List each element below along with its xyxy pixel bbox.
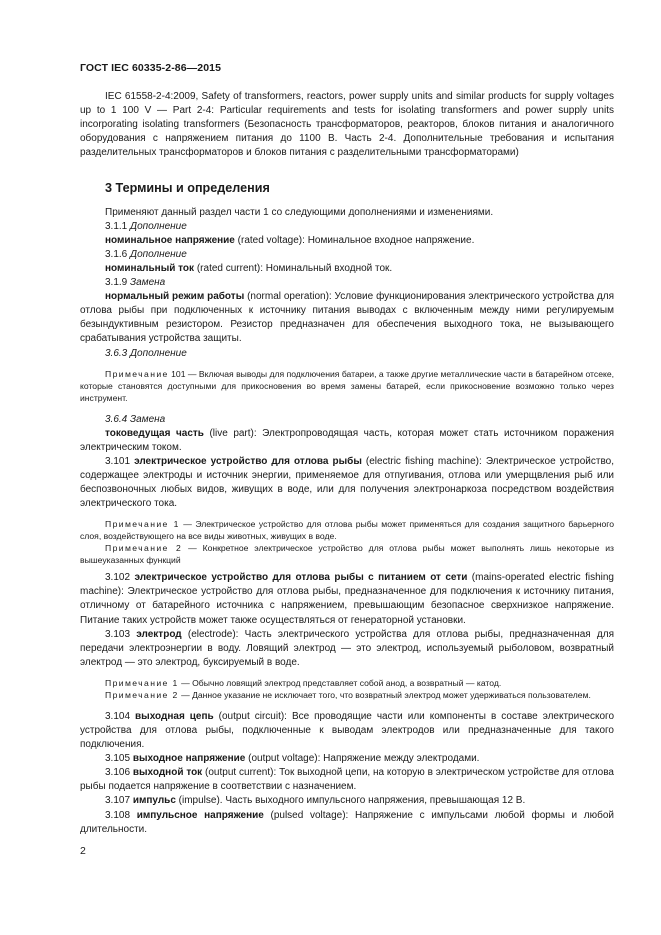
definition-3-103: 3.103 электрод (electrode): Часть электрического устройства для отлова рыбы, предназначенная для передачи электроэнергии в воду. Ловящий электрод — это электрод, используемый рыболовом, возвратный электрод — это электрод, буксируемый в воде. <box>80 628 614 668</box>
definition-rated-current: номинальный ток (rated current): Номинальный входной ток. <box>105 262 393 274</box>
definition-3-107: 3.107 импульс (impulse). Часть выходного импульсного напряжения, превышающая 12 В. <box>105 795 526 807</box>
page-number: 2 <box>80 845 86 857</box>
section-intro: Применяют данный раздел части 1 со следующими дополнениями и изменениями. <box>105 206 494 218</box>
definition-normal-operation: нормальный режим работы (normal operation): Условие функционирования электрического устройства для отлова рыбы при подключенных к источнику питания выводах с включенным между ними регулируемым безындуктивным резистором. Резистор предназначен для обеспечения выходного тока, не вызывающего срабатывания устройства защиты. <box>80 291 614 345</box>
definition-rated-voltage: номинальное напряжение (rated voltage): Номинальное входное напряжение. <box>105 234 475 246</box>
clause-3-6-4-label: 3.6.4 Замена <box>105 413 166 425</box>
reference-iec61558: IEC 61558-2-4:2009, Safety of transformers, reactors, power supply units and similar products for supply voltages up to 1 100 V — Part 2-4: Particular requirements and tests for isolating transformers and power supply units incorporating isolating transformers (Безопасность трансформаторов, реакторов, блоков питания и аналогичного оборудования с напряжением питания до 1100 В. Часть 2-4. Дополнительные требования и испытания разделительных трансформаторов и блоков питания с разделительными трансформаторами) <box>80 91 614 159</box>
definition-3-104: 3.104 выходная цепь (output circuit): Все проводящие части или компоненты в составе электрического устройства для отлова рыбы, подключенные к выводам электродов или предназначенные для такого подключения. <box>80 710 615 751</box>
clause-3-1-6-label: 3.1.6 Дополнение <box>105 248 187 260</box>
note-3-103-2: Примечание 2 — Данное указание не исключает того, что возвратный электрод может удерживаться пользователем. <box>105 689 591 700</box>
definition-live-part: токоведущая часть (live part): Электропроводящая часть, которая может стать источником поражения электрическим током. <box>80 427 614 453</box>
section-title: 3 Термины и определения <box>105 181 270 196</box>
document-body <box>80 90 614 837</box>
definition-3-106: 3.106 выходной ток (output current): Ток выходной цепи, на которую в электрическом устройстве для отлова рыбы подается напряжение в соответствии с назначением. <box>80 767 614 793</box>
clause-3-1-1-label: 3.1.1 Дополнение <box>105 220 187 232</box>
clause-3-1-9-label: 3.1.9 Замена <box>105 277 166 289</box>
note-101: Примечание 101 — Включая выводы для подключения батареи, а также другие металлические части в батарейном отсеке, которые становятся доступными для прикосновения во время замены батарей, если прикосновение возможно только через инструмент. <box>80 368 614 403</box>
definition-3-101: 3.101 электрическое устройство для отлова рыбы (electric fishing machine): Электрическое устройство, содержащее электроды и источник энергии, применяемое для отпугивания, отлова или умерщвления рыб или беспозвоночных любых видов, живущих в воде, или для получения электронаркоза посредством воздействия электрического тока. <box>80 455 614 510</box>
note-3-101-2: Примечание 2 — Конкретное электрическое устройство для отлова рыбы может выполнять лишь некоторые из вышеуказанных функций <box>80 543 614 566</box>
definition-3-102: 3.102 электрическое устройство для отлова рыбы с питанием от сети (mains-operated electric fishing machine): Электрическое устройство для отлова рыбы, предназначенное для подключения к источнику питания, отличному от батарейного источника с напряжением, превышающим безопасное сверхнизкое напряжение. Питание таких устройств может также осуществляться от генераторной установки. <box>80 572 614 626</box>
clause-3-6-3-label: 3.6.3 Дополнение <box>105 347 187 359</box>
note-3-101-1: Примечание 1 — Электрическое устройство для отлова рыбы может применяться для создания защитного барьерного слоя, воздействующего на все виды животных, живущих в воде. <box>80 519 614 542</box>
standard-header: ГОСТ IEC 60335-2-86—2015 <box>80 62 222 74</box>
definition-3-108: 3.108 импульсное напряжение (pulsed voltage): Напряжение с импульсами любой формы и любой длительности. <box>80 809 614 835</box>
definition-3-105: 3.105 выходное напряжение (output voltage): Напряжение между электродами. <box>105 753 480 765</box>
note-3-103-1: Примечание 1 — Обычно ловящий электрод представляет собой анод, а возвратный — катод. <box>105 677 502 688</box>
